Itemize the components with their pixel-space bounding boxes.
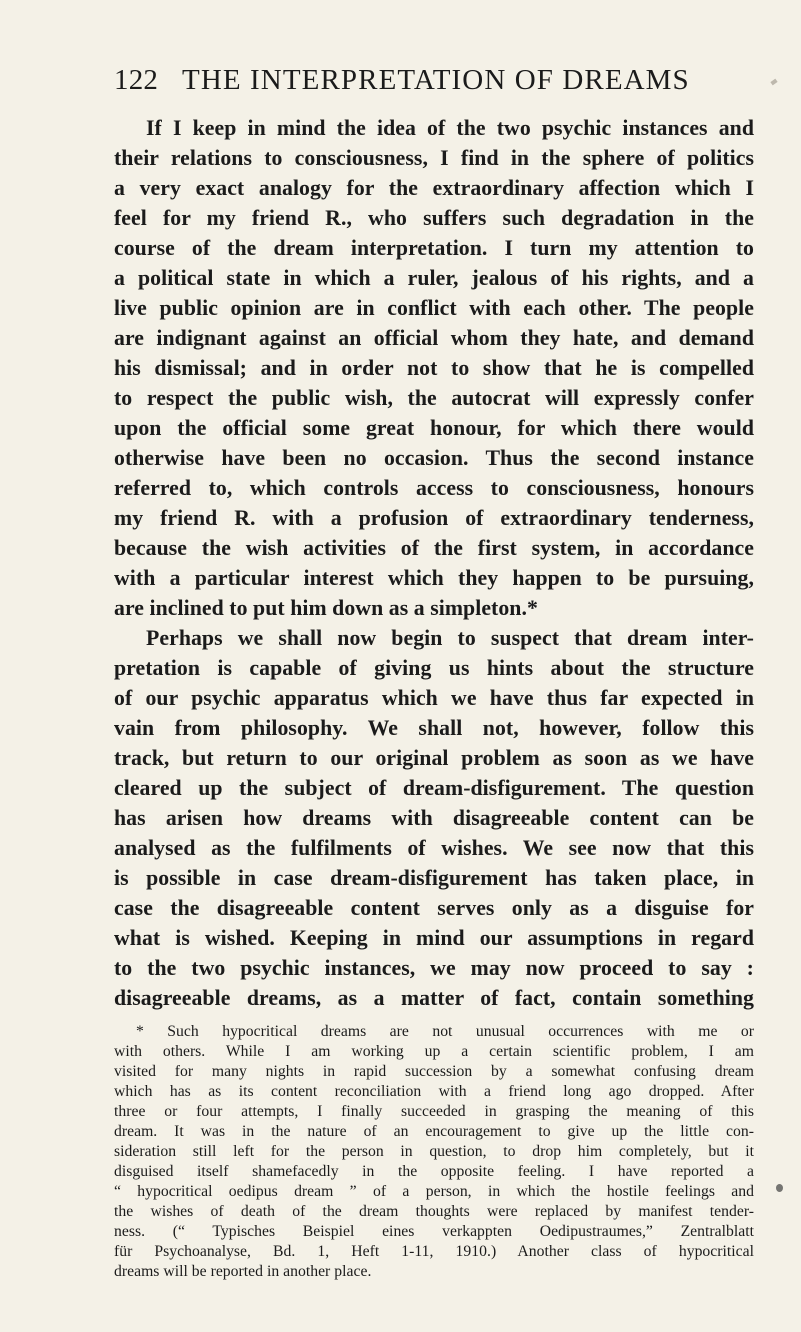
body-line: with a particular interest which they happen to be pursuing, [114,566,754,590]
body-line: what is wished. Keeping in mind our assumptions in regard [114,926,754,950]
footnote-line: which has as its content reconciliation with a friend long ago dropped. After [114,1083,754,1100]
body-line: his dismissal; and in order not to show that he is compelled [114,356,754,380]
body-line: because the wish activities of the first system, in accordance [114,536,754,560]
body-line: course of the dream interpretation. I turn my attention to [114,236,754,260]
body-line: Perhaps we shall now begin to suspect that dream inter- [146,626,754,650]
footnote-line: disguised itself shamefacedly in the opposite feeling. I have reported a [114,1163,754,1180]
body-line: track, but return to our original problem as soon as we have [114,746,754,770]
body-line: cleared up the subject of dream-disfigurement. The question [114,776,754,800]
body-line: a very exact analogy for the extraordinary affection which I [114,176,754,200]
body-line: pretation is capable of giving us hints about the structure [114,656,754,680]
footnote-line: sideration still left for the person in question, to drop him completely, but it [114,1143,754,1160]
body-line: otherwise have been no occasion. Thus the second instance [114,446,754,470]
footnote-line: “ hypocritical oedipus dream ” of a person, in which the hostile feelings and [114,1183,754,1200]
page-number: 122 [114,64,159,96]
body-line: are indignant against an official whom they hate, and demand [114,326,754,350]
body-line: referred to, which controls access to consciousness, honours [114,476,754,500]
footnote-line: * Such hypocritical dreams are not unusual occurrences with me or [136,1023,754,1040]
body-line: analysed as the fulfilments of wishes. We see now that this [114,836,754,860]
body-line: case the disagreeable content serves only as a disguise for [114,896,754,920]
footnote-line: the wishes of death of the dream thoughts were replaced by manifest tender- [114,1203,754,1220]
running-title: THE INTERPRETATION OF DREAMS [182,64,690,96]
body-line: my friend R. with a profusion of extraordinary tenderness, [114,506,754,530]
footnote-line: für Psychoanalyse, Bd. 1, Heft 1-11, 1910.) Another class of hypocritical [114,1243,754,1260]
footnote-line: with others. While I am working up a certain scientific problem, I am [114,1043,754,1060]
body-line: to the two psychic instances, we may now proceed to say : [114,956,754,980]
ink-dot [776,1184,783,1192]
footnote-line: dreams will be reported in another place. [114,1263,372,1280]
footnote-line: visited for many nights in rapid succession by a somewhat confusing dream [114,1063,754,1080]
footnote-line: dream. It was in the nature of an encouragement to give up the little con- [114,1123,754,1140]
body-line: has arisen how dreams with disagreeable content can be [114,806,754,830]
body-line: disagreeable dreams, as a matter of fact, contain something [114,986,754,1010]
body-line: their relations to consciousness, I find in the sphere of politics [114,146,754,170]
body-line: of our psychic apparatus which we have thus far expected in [114,686,754,710]
body-line: vain from philosophy. We shall not, however, follow this [114,716,754,740]
footnote-line: ness. (“ Typisches Beispiel eines verkappten Oedipustraumes,” Zentralblatt [114,1223,754,1240]
body-line: upon the official some great honour, for which there would [114,416,754,440]
footnote-line: three or four attempts, I finally succeeded in grasping the meaning of this [114,1103,754,1120]
body-line: If I keep in mind the idea of the two psychic instances and [146,116,754,140]
page-header [114,62,754,98]
body-line: feel for my friend R., who suffers such degradation in the [114,206,754,230]
body-line: to respect the public wish, the autocrat will expressly confer [114,386,754,410]
body-line: are inclined to put him down as a simpleton.* [114,596,538,620]
body-line: is possible in case dream-disfigurement has taken place, in [114,866,754,890]
body-line: a political state in which a ruler, jealous of his rights, and a [114,266,754,290]
paper-speck [770,79,777,86]
body-line: live public opinion are in conflict with each other. The people [114,296,754,320]
